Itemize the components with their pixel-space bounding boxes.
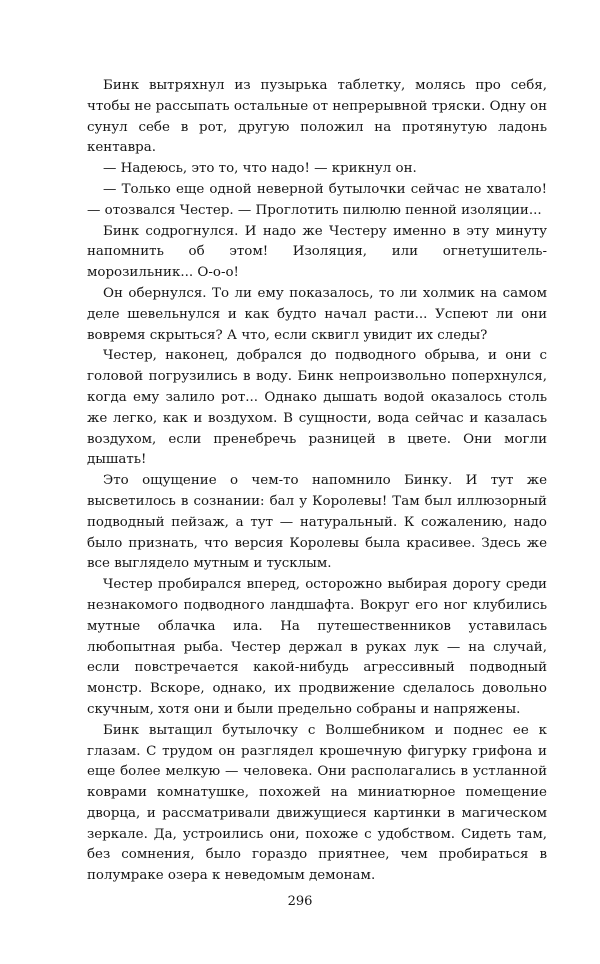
paragraph: Бинк содрогнулся. И надо же Честеру именно в эту минуту напомнить об этом! Изоляция, или огнетушитель-морозильник... О-о-о!	[87, 223, 547, 281]
paragraph: Бинк вытащил бутылочку с Волшебником и поднес ее к глазам. С трудом он разглядел крошечную фигурку грифона и еще более мелкую — человека. Они располагались в устланной коврами комнатушке, похожей на миниатюрное помещение дворца, и рассматривали движущиеся картинки в магическом зеркале. Да, устроились они, похоже с удобством. Сидеть там, без сомнения, было гораздо приятнее, чем пробираться в полумраке озера к неведомым демонам.	[87, 722, 547, 884]
page-body	[87, 76, 547, 887]
paragraph: Он обернулся. То ли ему показалось, то ли холмик на самом деле шевельнулся и как будто начал расти... Успеют ли они вовремя скрыться? А что, если сквигл увидит их следы?	[87, 285, 547, 343]
paragraph: Это ощущение о чем-то напомнило Бинку. И тут же высветилось в сознании: бал у Королевы! Там был иллюзорный подводный пейзаж, а тут — натуральный. К сожалению, надо было признать, что версия Королевы была красивее. Здесь же все выглядело мутным и тусклым.	[87, 473, 547, 572]
paragraph: — Только еще одной неверной бутылочки сейчас не хватало! — отозвался Честер. — Проглотить пилюлю пенной изоляции...	[87, 181, 547, 218]
paragraph: Честер, наконец, добрался до подводного обрыва, и они с головой погрузились в воду. Бинк непроизвольно поперхнулся, когда ему залило рот... Однако дышать водой оказалось столь же легко, как и воздухом. В сущности, вода сейчас и казалась воздухом, если пренебречь разницей в цвете. Они могли дышать!	[87, 348, 547, 468]
paragraph: — Надеюсь, это то, что надо! — крикнул он.	[103, 161, 417, 177]
page-number: 296	[287, 894, 313, 909]
paragraph: Честер пробирался вперед, осторожно выбирая дорогу среди незнакомого подводного ландшафта. Вокруг его ног клубились мутные облачка ила. На путешественников уставилась любопытная рыба. Честер держал в руках лук — на случай, если повстречается какой-нибудь агрессивный подводный монстр. Вскоре, однако, их продвижение сделалось довольно скучным, хотя они и были предельно собраны и напряжены.	[87, 577, 547, 717]
paragraph: Бинк вытряхнул из пузырька таблетку, молясь про себя, чтобы не рассыпать остальные от непрерывной тряски. Одну он сунул себе в рот, другую положил на протянутую ладонь кентавра.	[87, 78, 547, 156]
